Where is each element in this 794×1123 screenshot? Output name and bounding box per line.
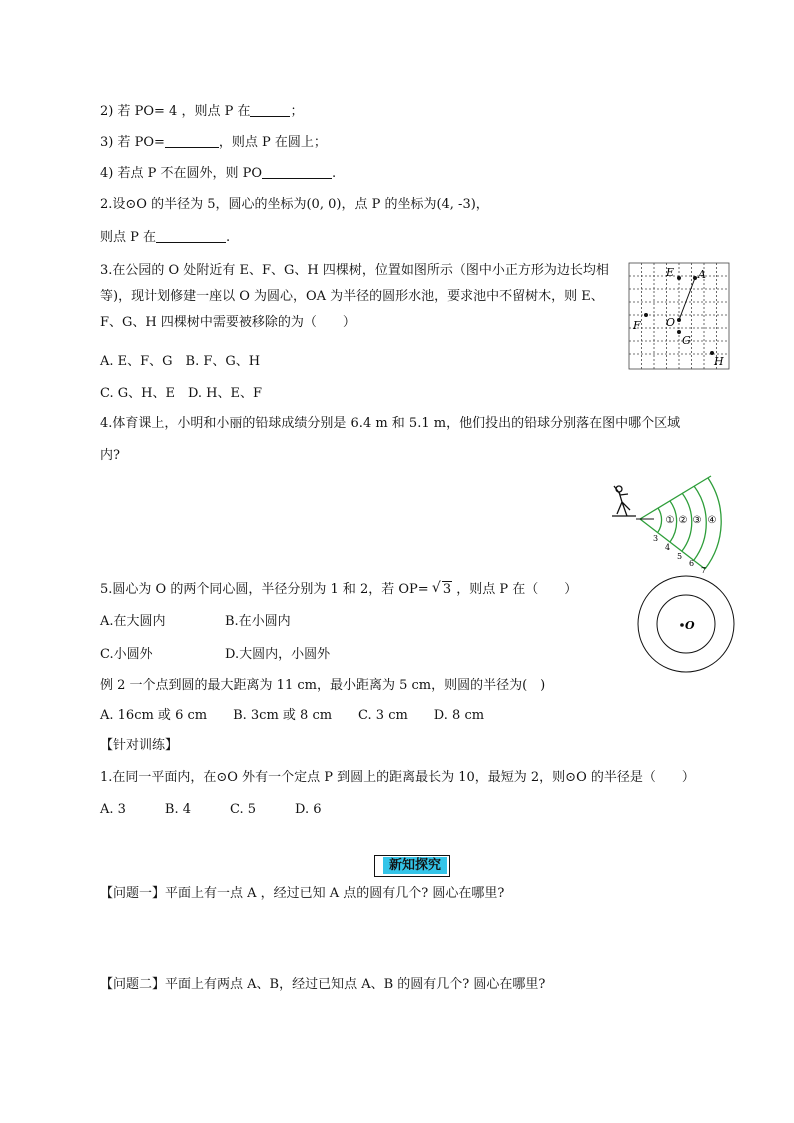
point-e [677, 276, 681, 280]
question-one: 【问题一】平面上有一点 A ，经过已知 A 点的圆有几个? 圆心在哪里? [100, 886, 505, 901]
label-e: E [666, 266, 675, 279]
problem-2-line-1: 2.设⊙O 的半径为 5，圆心的坐标为(0, 0)，点 P 的坐标为(4, -3)， [100, 197, 489, 212]
training-question-1-options: A. 3 B. 4 C. 5 D. 6 [100, 802, 322, 817]
center-label-o: O [685, 619, 695, 632]
problem-5-option-c: C.小圆外 [100, 647, 153, 662]
question-item-4 [100, 164, 336, 184]
region-label-3: ③ [692, 515, 702, 526]
tick-label-7: 7 [701, 566, 707, 574]
tree-grid-figure [628, 262, 730, 370]
tick-label-5: 5 [677, 552, 683, 561]
problem-5-option-b: B.在小圆内 [225, 614, 291, 629]
athlete-icon [612, 486, 636, 516]
label-g: G [682, 334, 691, 347]
question-item-4-prefix: 4) 若点 P 不在圆外，则 PO [100, 166, 263, 181]
question-item-3 [100, 133, 327, 153]
answer-blank[interactable] [165, 133, 219, 148]
tick-label-4: 4 [665, 543, 671, 552]
answer-blank[interactable] [262, 164, 332, 179]
region-label-2: ② [678, 515, 688, 526]
label-h: H [714, 355, 724, 368]
problem-3-text: 3.在公园的 O 处附近有 E、F、G、H 四棵树，位置如图所示（图中小正方形为边长均相等)，现计划修建一座以 O 为圆心，OA 为半径的圆形水池，要求池中不留树木，则 E、F、G、H 四棵树中需要被移除的为（ ） [100, 263, 609, 330]
training-question-1: 1.在同一平面内，在⊙O 外有一个定点 P 到圆上的距离最长为 10，最短为 2，则⊙O 的半径是（ ） [100, 770, 695, 785]
problem-2-line-2 [100, 228, 230, 248]
example-2: 例 2 一个点到圆的最大距离为 11 cm，最小距离为 5 cm，则圆的半径为( ) [100, 678, 546, 693]
sqrt-expression: √ 3 [433, 580, 452, 600]
training-header: 【针对训练】 [100, 738, 179, 753]
region-label-4: ④ [707, 515, 717, 526]
problem-2-suffix: . [226, 230, 231, 245]
problem-5-option-d: D.大圆内，小圆外 [225, 647, 331, 662]
question-item-2-suffix: ； [290, 104, 304, 119]
problem-5-suffix: ，则点 P 在（ ） [456, 582, 578, 597]
question-item-2-prefix: 2) 若 PO= 4 ，则点 P 在 [100, 104, 251, 119]
tick-label-6: 6 [689, 559, 695, 568]
shotput-figure [608, 472, 728, 574]
question-two: 【问题二】平面上有两点 A、B，经过已知点 A、B 的圆有几个? 圆心在哪里? [100, 977, 546, 992]
problem-3-options-2: C. G、H、E D. H、E、F [100, 386, 263, 401]
point-o [677, 318, 681, 322]
problem-5-option-a: A.在大圆内 [100, 614, 166, 629]
problem-5-stem [100, 580, 577, 600]
region-label-1: ① [665, 515, 675, 526]
question-item-3-prefix: 3) 若 PO= [100, 135, 165, 150]
point-g [677, 330, 681, 334]
section-badge-label: 新知探究 [383, 857, 447, 874]
problem-3-options-1: A. E、F、G B. F、G、H [100, 354, 261, 369]
problem-5-prefix: 5.圆心为 O 的两个同心圆，半径分别为 1 和 2，若 OP= [100, 582, 429, 597]
section-badge [374, 855, 450, 877]
answer-blank[interactable] [250, 102, 290, 117]
point-f [644, 313, 648, 317]
question-item-4-suffix: . [332, 166, 337, 181]
label-f: F [633, 319, 641, 332]
problem-4-line-2: 内? [100, 448, 120, 463]
radius-line-oa [679, 278, 695, 320]
question-item-3-suffix: ，则点 P 在圆上； [218, 135, 327, 150]
tick-label-3: 3 [653, 534, 659, 543]
example-2-options: A. 16cm 或 6 cm B. 3cm 或 8 cm C. 3 cm D. 8 cm [100, 708, 485, 723]
point-a [693, 276, 697, 280]
label-o: O [666, 316, 676, 329]
question-item-2 [100, 102, 303, 122]
problem-4-line-1: 4.体育课上，小明和小丽的铅球成绩分别是 6.4 m 和 5.1 m，他们投出的铅球分别落在图中哪个区域 [100, 416, 681, 431]
problem-2-prefix: 则点 P 在 [100, 230, 157, 245]
label-a: A [698, 268, 706, 281]
answer-blank[interactable] [156, 228, 226, 243]
concentric-circles-figure [636, 574, 736, 674]
